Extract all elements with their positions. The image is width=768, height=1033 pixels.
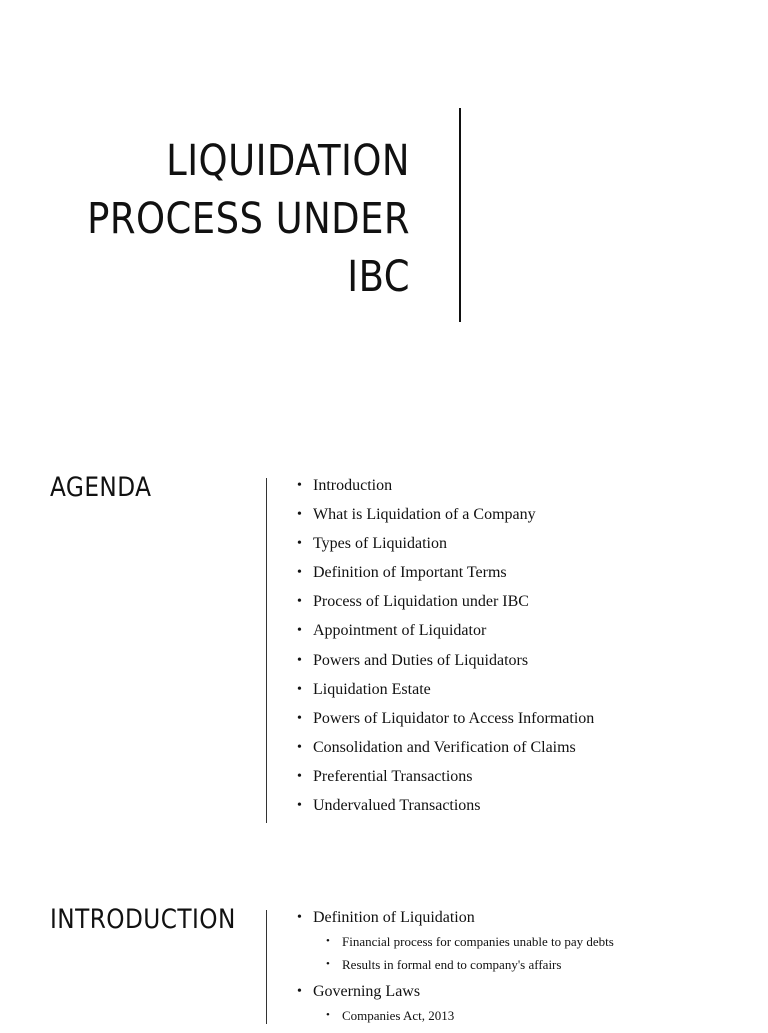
list-item: • Definition of Important Terms — [297, 563, 594, 592]
title-divider — [459, 108, 461, 322]
list-item — [297, 908, 614, 976]
agenda-heading: AGENDA — [50, 472, 152, 503]
title-line: PROCESS UNDER — [87, 194, 410, 244]
list-item: • Liquidation Estate — [297, 680, 594, 709]
list-item-label: Governing Laws — [313, 983, 421, 1000]
presentation-title — [83, 132, 410, 306]
list-item: • Types of Liquidation — [297, 534, 594, 563]
sub-list — [313, 930, 614, 976]
sub-list-item: • Results in formal end to company's affairs — [326, 953, 614, 976]
introduction-divider — [266, 910, 267, 1024]
sub-list-item: • Financial process for companies unable to pay debts — [326, 930, 614, 953]
introduction-list — [297, 908, 614, 1033]
list-item: • Consolidation and Verification of Claims — [297, 738, 594, 767]
list-item: • Powers and Duties of Liquidators — [297, 651, 594, 680]
list-item: • Process of Liquidation under IBC — [297, 592, 594, 621]
sub-list-item: • Companies Act, 2013 — [326, 1004, 614, 1027]
agenda-list — [297, 476, 594, 825]
list-item: • Introduction — [297, 476, 594, 505]
list-item-label: Definition of Liquidation — [313, 909, 475, 926]
list-item: • Undervalued Transactions — [297, 796, 594, 825]
list-item — [297, 982, 614, 1027]
list-item: • What is Liquidation of a Company — [297, 505, 594, 534]
list-item: • Preferential Transactions — [297, 767, 594, 796]
introduction-heading: INTRODUCTION — [50, 904, 236, 935]
list-item: • Appointment of Liquidator — [297, 621, 594, 650]
agenda-divider — [266, 478, 267, 823]
title-line: IBC — [347, 252, 410, 302]
title-slide — [0, 0, 768, 400]
title-line: LIQUIDATION — [166, 136, 410, 186]
list-item: • Powers of Liquidator to Access Information — [297, 709, 594, 738]
